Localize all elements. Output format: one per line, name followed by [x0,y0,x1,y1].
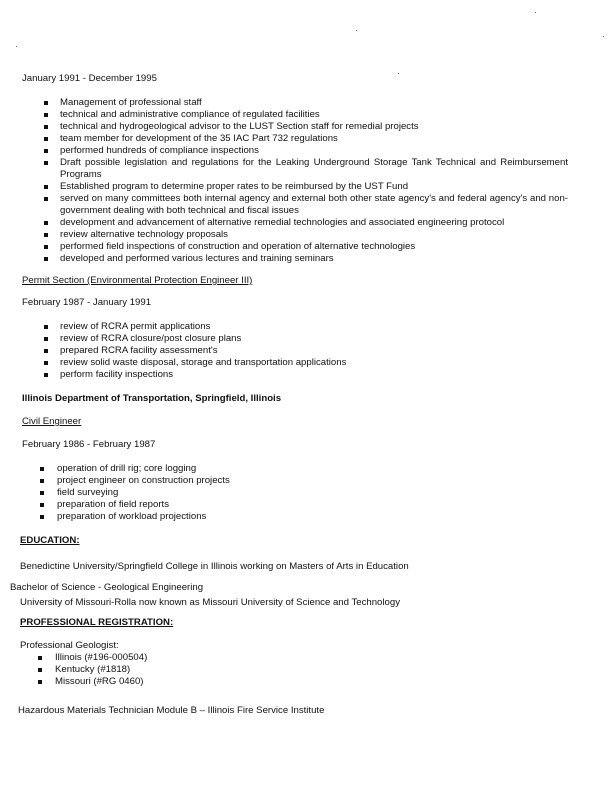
education-line: University of Missouri-Rolla now known as Missouri University of Science and Technology [20,597,400,608]
list-item: review alternative technology proposals [44,229,568,241]
list-item: development and advancement of alternative remedial technologies and associated engineering protocol [44,217,568,229]
scan-speck [356,30,357,31]
list-item: Illinois (#196-000504) [38,652,338,664]
list-item: review of RCRA permit applications [44,321,544,333]
list-item: review solid waste disposal, storage and transportation applications [44,357,544,369]
registration-subheading: Professional Geologist: [20,640,119,651]
list-item: Missouri (#RG 0460) [38,676,338,688]
list-item: Draft possible legislation and regulations for the Leaking Underground Storage Tank Technical and Reimbursement Programs [44,157,568,181]
date-range: February 1986 - February 1987 [22,439,156,450]
scan-speck [535,12,536,13]
list-item: technical and administrative compliance of regulated facilities [44,109,568,121]
list-item: review of RCRA closure/post closure plans [44,333,544,345]
list-item: team member for development of the 35 IAC Part 732 regulations [44,133,568,145]
date-range: February 1987 - January 1991 [22,297,152,308]
job-title: Permit Section (Environmental Protection Engineer III) [22,275,253,286]
list-item: Established program to determine proper rates to be reimbursed by the UST Fund [44,181,568,193]
list-item: developed and performed various lectures and training seminars [44,253,568,265]
list-item: operation of drill rig; core logging [40,463,540,475]
certification-line: Hazardous Materials Technician Module B – Illinois Fire Service Institute [18,705,325,716]
list-item: Management of professional staff [44,97,568,109]
employer-heading: Illinois Department of Transportation, Springfield, Illinois [22,393,282,404]
section-heading: EDUCATION: [20,535,80,546]
list-item: served on many committees both internal agency and external both other state agency's and federal agency's and non-government dealing with both technical and fiscal issues [44,193,568,217]
bullet-list [44,321,544,381]
list-item: field surveying [40,487,540,499]
bullet-list [44,97,568,265]
list-item: perform facility inspections [44,369,544,381]
scan-speck [16,46,17,47]
education-line: Bachelor of Science - Geological Engineering [10,582,204,593]
list-item: project engineer on construction projects [40,475,540,487]
list-item: technical and hydrogeological advisor to the LUST Section staff for remedial projects [44,121,568,133]
education-line: Benedictine University/Springfield College in Illinois working on Masters of Arts in Education [20,561,409,572]
list-item: Kentucky (#1818) [38,664,338,676]
bullet-list [40,463,540,523]
list-item: preparation of field reports [40,499,540,511]
date-range: January 1991 - December 1995 [22,73,157,84]
section-heading: PROFESSIONAL REGISTRATION: [20,617,174,628]
bullet-list [38,652,338,688]
list-item: prepared RCRA facility assessment's [44,345,544,357]
list-item: preparation of workload projections [40,511,540,523]
list-item: performed hundreds of compliance inspections [44,145,568,157]
job-title: Civil Engineer [22,416,82,427]
scan-speck [603,36,604,37]
list-item: performed field inspections of construction and operation of alternative technologies [44,241,568,253]
scan-speck [398,73,399,74]
